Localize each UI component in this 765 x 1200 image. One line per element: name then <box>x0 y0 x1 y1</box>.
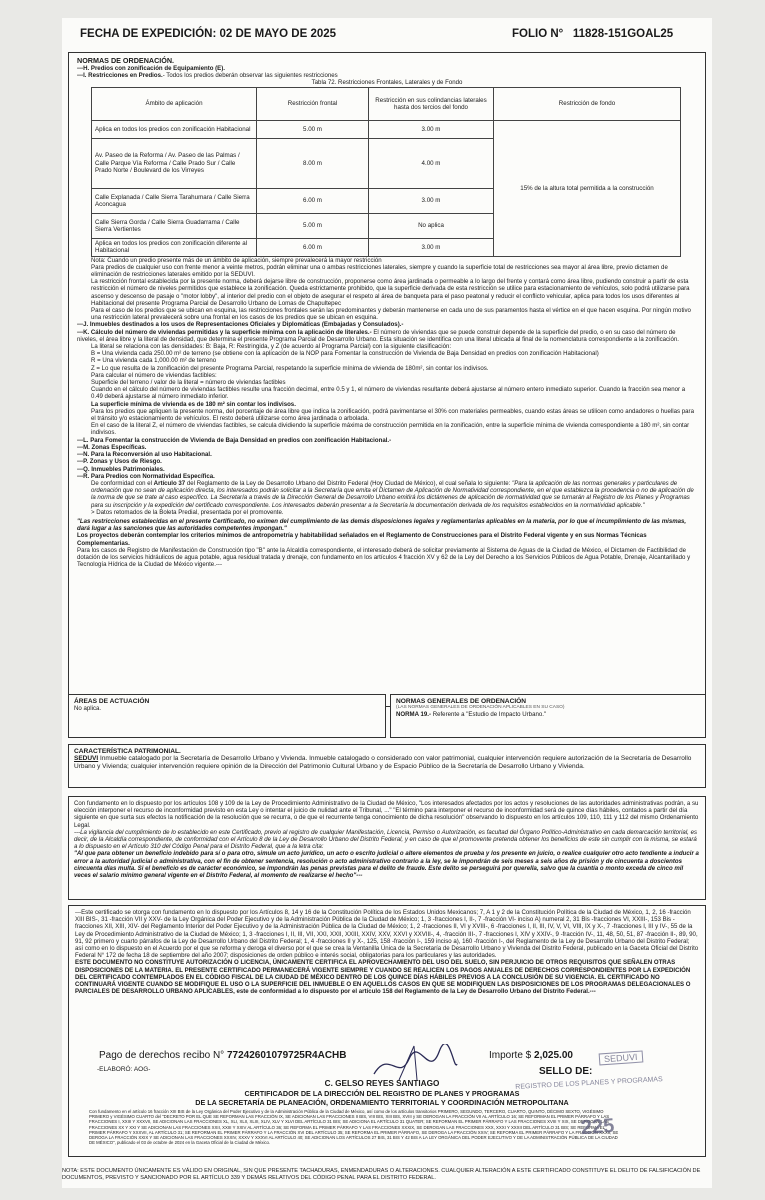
registro-stamp: REGISTRO DE LOS PLANES Y PROGRAMAS <box>515 1076 663 1091</box>
importe-label: Importe $ <box>489 1050 532 1061</box>
patrimonial-title: CARACTERÍSTICA PATRIMONIAL. <box>74 748 181 755</box>
table-header: Restricción en sus colindancias laterales hasta dos tercios del fondo <box>369 87 494 120</box>
norma-n: ---N. Para la Reconversión al uso Habitacional. <box>77 451 212 459</box>
proyectos-note: Los proyectos deberán contemplar los criterios mínimos de antropometría y habitabilidad señalados en el Reglamento de Construcciones para el Distrito Federal vigente y en sus Normas Técnicas Complementarias. <box>77 532 647 547</box>
firmante-nombre: C. GELSO REYES SANTIAGO <box>324 1079 440 1088</box>
legal-box <box>68 796 706 900</box>
paragraph: En el caso de la literal Z, el número de viviendas factibles, se calcula dividiendo la superficie máxima de construcción permitida en la zonificación, entre la superficie mínima de vivienda correspondiente a 180 m², sin contar indivisos. <box>91 422 690 437</box>
paragraph: B = Una vivienda cada 250.00 m² de terreno (se obtiene con la aplicación de la NOP para Fomentar la construcción de Vivienda de Baja Densidad en predios con zonificación Habitacional) <box>91 350 599 358</box>
table-cell: 6.00 m <box>257 238 369 256</box>
table-cell: Av. Paseo de la Reforma / Av. Paseo de las Palmas / Calle Parque Vía Reforma / Calle Prado Sur / Calle Prado Norte / Boulevard de los Virreyes <box>92 138 257 188</box>
table-cell: 8.00 m <box>257 138 369 188</box>
paragraph: La superficie mínima de vivienda es de 180 m² sin contar los indivisos. <box>91 400 296 408</box>
paragraph: Para el caso de los predios que se ubican en esquina, las restricciones frontales serán las predominantes y deberán mantenerse en cada uno de sus paramentos hasta el vértice en el que hacen esquina. Por ningún motivo una restricción lateral prevalecerá sobre una frontal en los casos de los predios que se ubican en esquina. <box>91 307 691 322</box>
nota-final: NOTA: ESTE DOCUMENTO ÚNICAMENTE ES VÁLIDO EN ORIGINAL, SIN QUE PRESENTE TACHADURAS, ENMENDADURAS O ALTERACIONES. CUALQUIER ALTERACIÓN A ESTE CERTIFICADO CONSTITUYE EL DELITO DE FALSIFICACIÓN DE DOCUMENTOS, PREVISTO Y SANCIONADO POR EL ARTÍCULO 339 Y DEMÁS RELATIVOS DEL CÓDIGO PENAL PARA EL DISTRITO FEDERAL. <box>62 1168 701 1181</box>
table-cell: 3.00 m <box>369 120 494 138</box>
paragraph: Para predios de cualquier uso con frente menor a veinte metros, podrán eliminar una o ambas restricciones laterales, siempre y cuando la superficie total de restricciones sea mayor al área libre, previo dictamen de eliminación de restricciones laterales emitido por la SEDUVI. <box>91 263 668 279</box>
generales-title: NORMAS GENERALES DE ORDENACIÓN <box>396 698 527 705</box>
table-cell: 6.00 m <box>257 188 369 213</box>
sello-label: SELLO DE: <box>539 1066 593 1077</box>
paragraph: "Al que para obtener un beneficio indebido para sí o para otro, simule un acto jurídico, un acto o escrito judicial o altere elementos de prueba y los presente en juicio, o realice cualquier otro acto tendiente a inducir a error a la autoridad judicial o administrativa, con el fin de obtener sentencia, resolución o acto administrativo contrario a la ley, se le impondrán de seis meses a seis años de prisión y de cincuenta a doscientos cincuenta días multa. Si el beneficio es de carácter económico, se impondrán las penas previstas para el delito de fraude. Este delito se perseguirá por querella, salvo que la cuantía o monto exceda de cinco mil veces el salario mínimo general vigente en el Distrito Federal, al momento de realizarse el hecho"--- <box>74 850 699 880</box>
table-header-row <box>92 87 681 120</box>
norma-k-label: ---K. Cálculo del número de viviendas permitidas y la superficie mínima con la aplicación de literales.- <box>77 328 372 336</box>
restricciones-table <box>91 87 681 257</box>
table-cell: 4.00 m <box>369 138 494 188</box>
normas-title: NORMAS DE ORDENACIÓN. <box>77 56 175 65</box>
areas-actuacion-box <box>68 694 386 738</box>
text-run: Artículo 37 <box>153 479 186 487</box>
table-cell: Aplica en todos los predios con zonificación Habitacional <box>92 120 257 138</box>
norma-j: ---J. Inmuebles destinados a los usos de Representaciones Oficiales y Diplomáticas (Embajadas y Consulados).- <box>77 321 404 329</box>
norma-19-text: Referente a "Estudio de Impacto Urbano." <box>431 710 547 718</box>
paragraph: Z = Lo que resulta de la zonificación del presente Programa Parcial, respetando la superficie mínima de vivienda de 180m², sin contar los indivisos. <box>91 364 489 372</box>
folio <box>512 28 673 40</box>
table-cell: Calle Sierra Gorda / Calle Sierra Guadarrama / Calle Sierra Vertientes <box>92 213 257 238</box>
text-run: De conformidad con el <box>91 479 154 487</box>
importe-value: 2,025.00 <box>534 1050 573 1061</box>
norma-k-text: El número de viviendas que se puede construir depende de la superficie del predio, o en su caso del número de niveles, el área libre y la literal de densidad, que determina el presente Programa Parcial de Desarrollo Urbano. Esta situación se identifica con una literal ubicada al final de la nomenclatura correspondiente a la zonificación. <box>77 328 679 343</box>
norma-19-label: NORMA 19.- <box>396 710 431 718</box>
seduvi-stamp: SEDUVI <box>599 1050 643 1065</box>
paragraph: La restricción frontal establecida por la presente norma, deberá dejarse libre de construcción, proponerse como área jardinada o permeable a lo largo del frente y contará como área libre, pudiendo construir a partir de esta restricción el número de niveles permitidos que establece la zonificación. Queda estrictamente prohibido, que la superficie derivada de esta restricción se utilice para estacionamiento de vehículos, solo podrá utilizarse para ascenso y descenso de pasaje o "motor lobby", al interior del predio con el objeto de asegurar el respeto al área de banqueta para el paso peatonal y reducir el conflicto vehicular, aplica para todos los usos diferentes al Habitacional del presente Programa Parcial de Desarrollo Urbano de Lomas de Chapultepec <box>91 278 690 307</box>
restricciones-warning: "Las restricciones establecidas en el presente Certificado, no eximen del cumplimiento de las demás disposiciones legales y reglamentarias aplicables en la materia, por lo que el incumplimiento de las mismas, dará lugar a las sanciones que las autoridades competentes impongan." <box>77 517 687 533</box>
table-cell: Calle Explanada / Calle Sierra Tarahumara / Calle Sierra Aconcagua <box>92 188 257 213</box>
norma-i-text: - Todos los predios deberán observar las siguientes restricciones <box>162 72 338 80</box>
signature-mark <box>369 1044 459 1084</box>
table-row <box>92 120 681 138</box>
paragraph: Con fundamento en lo dispuesto por los artículos 108 y 109 de la Ley de Procedimiento Administrativo de la Ciudad de México, "Los interesados afectados por los actos y resoluciones de las autoridades administrativas podrán, a su elección interponer el recurso de inconformidad previsto en esta Ley o intentar el juicio de nulidad ante el Tribunal, ..." "El término para interponer el recurso de inconformidad será de quince días hábiles, contados a partir del día siguiente en que surta sus efectos la notificación de la resolución que se recurra, o de que el recurrente tenga conocimiento de dicha resolución" observando lo dispuesto en los artículos 109, 110, 111 y 112 del mismo Ordenamiento Legal. <box>74 800 699 829</box>
patrimonial-text: Inmueble catalogado por la Secretaría de Desarrollo Urbano y Vivienda. Inmueble catalogado o considerado con valor patrimonial, cualquier intervención requiere autorización de la Secretaría de Desarrollo Urbano y Vivienda; cualquier intervención requiere opinión de la Dirección del Patrimonio Cultural Urbano y de Espacio Público de la Secretaría de Desarrollo Urbano y Vivienda. <box>74 755 692 770</box>
paragraph: La literal se relaciona con las densidades: B: Baja, R: Restringida, y Z (de acuerdo al Programa Parcial) con la siguiente clasificación: <box>91 343 452 351</box>
paragraph: Para los predios que apliquen la presente norma, del porcentaje de área libre que indica la zonificación, podrá pavimentarse el 30% con materiales permeables, cuando estas áreas se utilicen como andadores o huellas para el tránsito y/o estacionamiento de vehículos. El resto deberá utilizarse como área jardinada o arbolada. <box>91 407 694 423</box>
firmante-cargo-1: CERTIFICADOR DE LA DIRECCIÓN DEL REGISTRO DE PLANES Y PROGRAMAS <box>244 1089 520 1098</box>
fecha-expedicion: FECHA DE EXPEDICIÓN: 02 DE MAYO DE 2025 <box>80 28 337 40</box>
normas-generales-box <box>390 694 706 738</box>
table-header: Restricción frontal <box>257 87 369 120</box>
paragraph: Para calcular el número de viviendas factibles: <box>91 371 217 379</box>
norma-p: ---P. Zonas y Usos de Riesgo. <box>77 458 162 466</box>
table-cell: No aplica <box>369 213 494 238</box>
table-cell: Aplica en todos los predios con zonificación diferente al Habitacional <box>92 238 257 256</box>
normas-ordenacion-section <box>68 52 706 707</box>
table-caption: Tabla 72. Restricciones Frontales, Laterales y de Fondo <box>311 79 463 87</box>
table-cell: 5.00 m <box>257 120 369 138</box>
datos-boleta: > Datos retomados de la Boleta Predial, presentada por el promovente. <box>91 508 284 516</box>
table-nota: Nota: Cuando un predio presente más de un ámbito de aplicación, siempre prevalecerá la mayor restricción <box>91 256 382 264</box>
norma-l: ---L. Para Fomentar la construcción de Vivienda de Baja Densidad en predios con zonificación Habitacional.- <box>77 436 392 444</box>
folio-label: FOLIO N° <box>512 28 564 40</box>
folio-value: 11828-151GOAL25 <box>572 28 674 40</box>
table-header: Restricción de fondo <box>494 87 681 120</box>
restriccion-fondo-cell: 15% de la altura total permitida a la construcción <box>494 120 681 256</box>
document-header <box>62 22 712 46</box>
paragraph: Cuando en el cálculo del número de viviendas factibles resulte una fracción decimal, entre 0.5 y 1, el número de viviendas resultante deberá ajustarse al número entero inmediato superior. Cuando la fracción sea menor a 0.49 deberá ajustarse al número inmediato inferior. <box>91 386 686 401</box>
norma-m: ---M. Zonas Específicas. <box>77 443 147 451</box>
table-cell: 3.00 m <box>369 238 494 256</box>
caracteristica-patrimonial-box <box>68 744 706 788</box>
registro-stamp-number: 225 <box>580 1114 616 1140</box>
paragraph: ESTE DOCUMENTO NO CONSTITUYE AUTORIZACIÓN O LICENCIA, ÚNICAMENTE CERTIFICA EL APROVECHAMIENTO DEL USO DEL SUELO, SIN PERJUICIO DE OTROS REQUISITOS QUE SEÑALEN OTRAS DISPOSICIONES DE LA MATERIA. EL PRESENTE CERTIFICADO PERMANECERÁ VIGENTE SIEMPRE Y CUANDO SE REALICEN LOS PAGOS ANUALES DE DERECHOS CORRESPONDIENTES POR LA EXPEDICIÓN DEL CERTIFICADO CONTEMPLADOS EN EL CÓDIGO FISCAL DE LA CIUDAD DE MÉXICO DENTRO DE LOS QUINCE DÍAS HÁBILES PREVIOS A LA CONCLUSIÓN DE SU VIGENCIA. EL CERTIFICADO NO CONTINUARÁ VIGENTE CUANDO SE MODIFIQUE EL USO O LA SUPERFICIE DEL INMUEBLE O EN AQUELLOS CASOS EN QUE SE MODIFIQUEN LAS DISPOSICIONES DE LOS PROGRAMAS DELEGACIONALES O PARCIALES DE DESARROLLO URBANO APLICABLES, este de conformidad a lo dispuesto por el artículo 158 del Reglamento de la Ley de Desarrollo Urbano del Distrito Federal.--- <box>75 959 691 996</box>
table-cell: 3.00 m <box>369 188 494 213</box>
generales-subtitle: (LAS NORMAS GENERALES DE ORDENACIÓN APLICABLES EN SU CASO) <box>396 705 565 710</box>
pago-label: Pago de derechos recibo N° <box>99 1050 225 1061</box>
paragraph: Superficie del terreno / valor de la literal = número de viviendas factibles <box>91 379 286 387</box>
table-header: Ámbito de aplicación <box>92 87 257 120</box>
pago-value: 77242601079725R4ACHB <box>226 1050 347 1061</box>
elaboro: -ELABORÓ: AOG- <box>97 1066 151 1073</box>
registro-note: Para los casos de Registro de Manifestación de Construcción tipo "B" ante la Alcaldía correspondiente, el interesado deberá de solicitar previamente al Sistema de Aguas de la Ciudad de México, el Dictamen de Factibilidad de dotación de los servicios hidráulicos de agua potable, agua residual tratada y drenaje, con fundamento en los artículos 4 fracción XV y 62 de la Ley del Derecho a los Servicios Públicos de Agua Potable, Drenaje, Alcantarillado y Tecnología Hídrica de la Ciudad de México vigente.--- <box>77 546 691 569</box>
areas-title: ÁREAS DE ACTUACIÓN <box>74 698 150 705</box>
certificate-page <box>62 18 712 1188</box>
norma-i-label: ---I. Restricciones en Predios. <box>77 72 163 80</box>
norma-q: ---Q. Inmuebles Patrimoniales. <box>77 465 165 473</box>
text-run: "Para la aplicación de las normas generales y particulares de ordenación que no sean de aplicación directa, los interesados podrán solicitar a la Secretaría que emita el Dictamen de Aplicación de Normatividad correspondiente, en el que establezca la procedencia o no de aplicación de la norma de que se trate al caso específico. La Secretaría a través de la Dirección General de Desarrollo Urbano emitirá los dictámenes de aplicación de normatividad que se turnarán al Registro de los Planes y Programas para su inscripción y la expedición del certificado correspondiente. Los interesados deberán presentar a la Secretaría la documentación derivada de los requisitos establecidos en la normatividad aplicable." <box>91 479 694 509</box>
paragraph: R = Una vivienda cada 1,000.00 m² de terreno <box>91 357 217 365</box>
areas-value: No aplica. <box>74 705 102 712</box>
paragraph: ---Este certificado se otorga con fundamento en lo dispuesto por los Artículos 8, 14 y 16 de la Constitución Política de los Estados Unidos Mexicanos; 7, A 1 y 2 de la Constitución Política de la Ciudad de México, 1, 2, 16 -fracción XIII BIS-, 31 -fracción VII y XXV- de la Ley Orgánica del Poder Ejecutivo y de la Administración Pública de la Ciudad de México; 1, 3 -fracciones I, II-, 7 -fracción VI- inciso A) numeral 2, 31 Bis -fracciones VI, XXIII-, 153 Bis -fracciones XII, XIII, XIV- del Reglamento Interior del Poder Ejecutivo y de la Administración Pública de la Ciudad de México; 1, 2 -fracciones II, VI y XVIII-, 6 -fracciones I, II, III, IV, V, VI, VIII, IX y X-, 7 -fracciones I, III y IV-, 55 de la Ley de Procedimiento Administrativo de la Ciudad de México; 1, 3 -fracciones I, II, III, VII, XXI, XXII, XXIII, XXIV, XXV, XXVI y XXVIII-, 4, -fracción III-, 7 -fracciones I, XIV y XXIV-, 9 -fracción IV-, 11, 48, 50, 51, 87 -fracción II-, 89, 90, 91, 92 primero y cuarto párrafos de la Ley de Desarrollo Urbano del Distrito Federal; 1, 4 -fracciones II y X-, 125, 158 -fracción I-, 159 inciso a), 160 -fracción I-, del Reglamento de la Ley de Desarrollo Urbano del Distrito Federal; así como en lo dispuesto en el Acuerdo por el que se reforma y deroga el diverso por el que se crea la Ventanilla Única de la Secretaría de Desarrollo Urbano y Vivienda del Distrito Federal, publicado en la Gaceta Oficial del Distrito Federal N° 172 de fecha 18 de septiembre del año 2007; disposiciones de orden público e interés social, obligatorias para los particulares y las autoridades. <box>75 909 699 960</box>
paragraph: ---La vigilancia del cumplimiento de lo establecido en este Certificado, previo al registro de cualquier Manifestación, Licencia, Permiso o Autorización, es facultad del Órgano Político-Administrativo en cada demarcación territorial, es decir, de la Alcaldía correspondiente, de conformidad con el Artículo 8 de la Ley de Desarrollo Urbano del Distrito Federal, y en caso de que el promovente pretenda obtener los beneficios de este sin cumplir con la misma, se estará a lo dispuesto en el Artículo 310 del Código Penal para el Distrito Federal, que a la letra cita: <box>74 828 697 851</box>
articulo-37 <box>91 480 697 509</box>
norma-h: ---H. Predios con zonificación de Equipamiento (E). <box>77 65 225 72</box>
seduvi-label: SEDUVI <box>74 755 99 762</box>
fundamento-box <box>68 905 706 1157</box>
table-cell: 5.00 m <box>257 213 369 238</box>
firmante-cargo-2: DE LA SECRETARÍA DE PLANEACIÓN, ORDENAMIENTO TERRITORIAL Y COORDINACIÓN METROPOLITANA <box>195 1098 569 1107</box>
norma-r: ---R. Para Predios con Normatividad Específica. <box>77 472 215 480</box>
decreto-note: Con fundamento en el artículo 16 fracción XIII BIS de la Ley Orgánica del Poder Ejecutivo y de la Administración Pública de la Ciudad de México, así como de los artículos transitorios PRIMERO, SEGUNDO, TERCERO, CUARTO, QUINTO, DÉCIMO SEXTO, VIGÉSIMO PRIMERO y VIGÉSIMO CUARTO del "DECRETO POR EL QUE SE REFORMAN LAS FRACCIÓN IX, SE ADICIONAN LAS FRACCIONES II BIS, VIII BIS, XIII BIS, XVIII y SE DEROGAN LA FRACCIÓN VII AL ARTÍCULO 16; SE REFORMAN EL PRIMER PÁRRAFO Y LAS FRACCIONES I, XXIII Y XXXVII, SE ADICIONAN LAS FRACCIONES XL, XLI, XLII, XLIII, XLIV, XLV Y XLVI DEL ARTÍCULO 31 BIS; SE ADICIONA EL ARTÍCULO 31 QUATER; SE REFORMAN EL PRIMER PÁRRAFO Y LAS FRACCIONES XVIII Y XIX, SE DEROGAN LAS FRACCIONES XX Y XXI Y SE ADICIONAN LAS FRACCIONES XXII, XXIII Y XXIV AL ARTÍCULO 36; SE REFORMA EL PRIMER PÁRRAFO Y LAS FRACCIONES XXXIX, SE DEROGAN LAS FRACCIONES XXX, XXXI Y XXXII DEL ARTÍCULO 31 BIS; SE REFORMA EL PRIMER PÁRRAFO Y XXXVII, AL ARTÍCULO 31; SE REFORMAN EL PRIMER PÁRRAFO Y LA FRACCIÓN XVI DEL ARTÍCULO 35; SE REFORMA EL PRIMER PÁRRAFO, SE DEROGA LA FRACCIÓN XXIV; SE REFORMA EL PRIMER PÁRRAFO Y LA FRACCIÓN XXXII, SE DEROGA LA FRACCIÓN XXIX Y SE ADICIONAN LAS FRACCIONES XXXIV, XXXV Y XXXVI AL ARTÍCULO 40; SE ADICIONAN LOS ARTÍCULOS 27 BIS, 31 BIS Y 42 BIS A LA LEY ORGÁNICA DEL PODER EJECUTIVO Y DE LA ADMINISTRACIÓN PÚBLICA DE LA CIUDAD DE MÉXICO", publicado el 03 de octubre de 2024 en la Gaceta Oficial de la Ciudad de México. <box>89 1109 619 1146</box>
text-run: del Reglamento de la Ley de Desarrollo Urbano del Distrito Federal (Hoy Ciudad de México), el cual señala lo siguiente: <box>185 479 513 487</box>
